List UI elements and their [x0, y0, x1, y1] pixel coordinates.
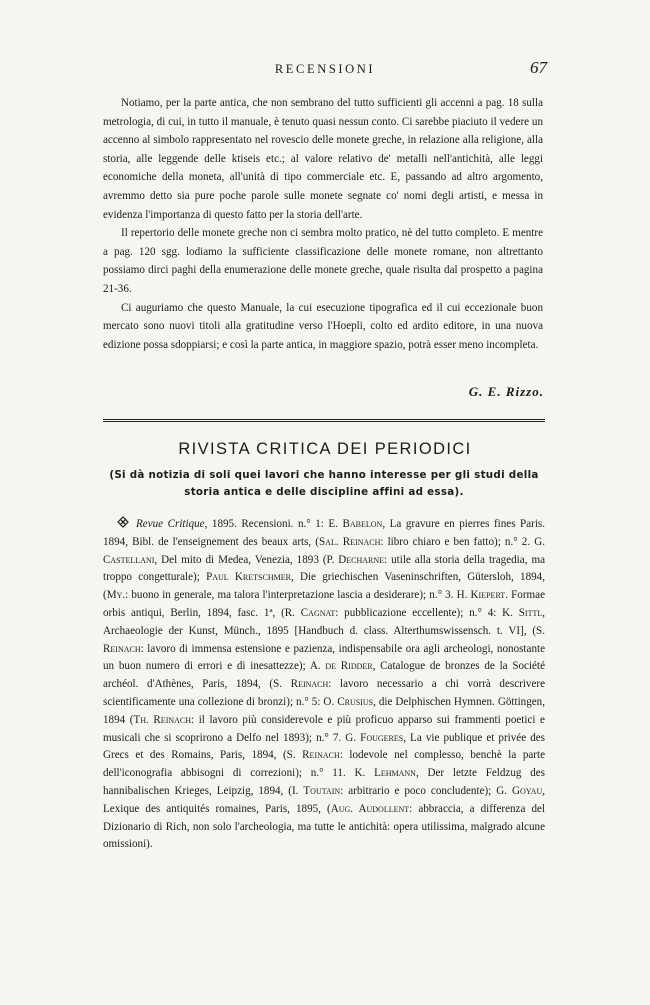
author-name: Toutain [303, 784, 341, 797]
fleuron-icon [117, 516, 130, 528]
text-run: , die Delphischen Hymnen. Göttingen, 1894 ( [103, 695, 545, 726]
text-run: , Archaeologie der Kunst, Münch., 1895 [Handbuch d. class. Alterthumswissensch. t. VI], (S. [103, 606, 546, 637]
author-name: Fougeres [360, 731, 404, 744]
author-name: Crusius [337, 695, 374, 708]
paragraph: Notiamo, per la parte antica, che non sembrano del tutto sufficienti gli accenni a pag. 18 sulla metrologia, di cui, in tutto il manuale, è tenuto quasi nessun conto. Ci sarebbe piaciuto il vedere un accenno al simbolo rappresentato nel rovescio delle monete greche, in relazione alla religione, alla storia, alle leggende delle ktiseis etc.; al valore relativo de' metalli nell'antichità, alle leggi economiche della moneta, all'unità di tipo commerciale etc. E, passando ad altro argomento, avremmo detto sia pure poche parole sulle monete segnate co' nomi degli artisti, e messa in evidenza l'importanza di questo fatto per la storia dell'arte. [103, 97, 543, 221]
text-run: , Der letzte Feldzug des hannibalischen Krieges, Leipzig, 1894, (I. [103, 767, 545, 797]
author-name: My. [106, 589, 126, 602]
author-name: Reinach [103, 642, 141, 655]
author-name: Sittl [518, 606, 543, 619]
author-name: Th. Reinach [133, 713, 192, 726]
text-run: , Lexique des antiquités romaines, Paris, 1895, ( [103, 784, 545, 815]
text-run: , La vie publique et privée des Grecs et des Romains, Paris, 1894, (S. [103, 731, 545, 762]
author-name: Decharne [338, 553, 385, 566]
section-subtitle: (Si dà notizia di soli quei lavori che hanno interesse per gli studi della storia antica e delle discipline affini ad essa). [109, 469, 539, 498]
text-run: : arbitrario e poco concludente); G. [340, 784, 512, 797]
section-divider [103, 419, 545, 422]
review-body [103, 518, 545, 850]
text-run: : pubblicazione eccellente); n.° 4: K. [335, 606, 519, 619]
journal-title: Revue Critique [136, 518, 205, 530]
text-run: : lodevole nel complesso, benchè la parte dell'iconografia abbisogni di correzioni); n.° 11. K. [103, 749, 545, 780]
author-name: Paul Kretschmer [206, 571, 291, 584]
running-head [0, 58, 650, 82]
review-conclusion [103, 94, 543, 354]
page-number: 67 [530, 58, 547, 77]
author-name: Kiepert [470, 589, 506, 602]
author-name: Cagnat [300, 606, 336, 619]
running-title: RECENSIONI [274, 62, 376, 76]
text-run: : lavoro di immensa estensione e pazienza, indispensabile ora agli archeologi, nonostante un buon numero di errori e di inesattezze); A. [103, 642, 545, 673]
text-run: , Del mito di Medea, Venezia, 1893 (P. [154, 553, 339, 566]
text-run: : buono in generale, ma talora l'interpretazione lascia a desiderare); n.° 3. H. [125, 589, 471, 602]
author-name: Castellani [103, 553, 155, 566]
author-name: Reinach [302, 749, 340, 762]
author-signature: G. E. Rizzo. [468, 384, 544, 399]
text-run: : lavoro necessario a chi vorrà descrivere scientificamente una collezione di bronzi); n.° 5: O. [103, 678, 545, 708]
text-run: , 1895. Recensioni. n.° 1: E. [204, 518, 343, 530]
author-name: Babelon [342, 518, 383, 530]
text-run: : abbraccia, a differenza del Dizionario di Rich, non solo l'archeologia, ma tutte le antichità: opera utilissima, malgrado alcune omissioni). [103, 802, 546, 851]
text-run: : il lavoro più considerevole e più proficuo apparso sui frammenti poetici e musicali che si scoprirono a Delfo nel 1893); n.° 7. G. [103, 713, 545, 744]
text-run: : utile alla storia della tragedia, ma troppo congetturale); [103, 553, 545, 584]
paragraph: Il repertorio delle monete greche non ci sembra molto pratico, nè del tutto completo. E mentre a pag. 120 sgg. lodiamo la sufficiente classificazione delle monete romane, non altrettanto possiamo dirci paghi della enumerazione delle monete greche, quale risulta dal prospetto a pagina 21-36. [103, 227, 543, 295]
author-name: Sal. Reinach [319, 535, 381, 548]
text-run: , La gravure en pierres fines Paris. 1894, Bibl. de l'enseignement des beaux arts, ( [103, 518, 545, 548]
periodical-review [103, 516, 545, 854]
author-name: Lehmann [374, 767, 416, 780]
author-name: Goyau [511, 784, 543, 797]
paragraph: Ci auguriamo che questo Manuale, la cui esecuzione tipografica ed il cui eccezionale buon mercato sono nuovi titoli alla gratitudine verso l'Hoepli, colto ed ardito editore, in una nuova edizione possa sdoppiarsi; e così la parte antica, in maggiore spazio, potrà esser meno incompleta. [103, 301, 543, 351]
author-name: Aug. Audollent [330, 802, 410, 815]
text-run: : libro chiaro e ben fatto); n.° 2. G. [380, 535, 546, 548]
text-run: , Catalogue de bronzes de la Société archéol. d'Athènes, Paris, 1894, (S. [103, 660, 545, 691]
section-title: RIVISTA CRITICA DEI PERIODICI [178, 440, 472, 458]
text-run: , Die griechischen Vaseninschriften, Gütersloh, 1894, ( [103, 571, 545, 602]
text-run: . Formae orbis antiqui, Berlin, 1894, fasc. 1ª, (R. [103, 589, 545, 619]
author-name: Reinach [290, 678, 329, 691]
author-name: de Ridder [325, 660, 373, 673]
